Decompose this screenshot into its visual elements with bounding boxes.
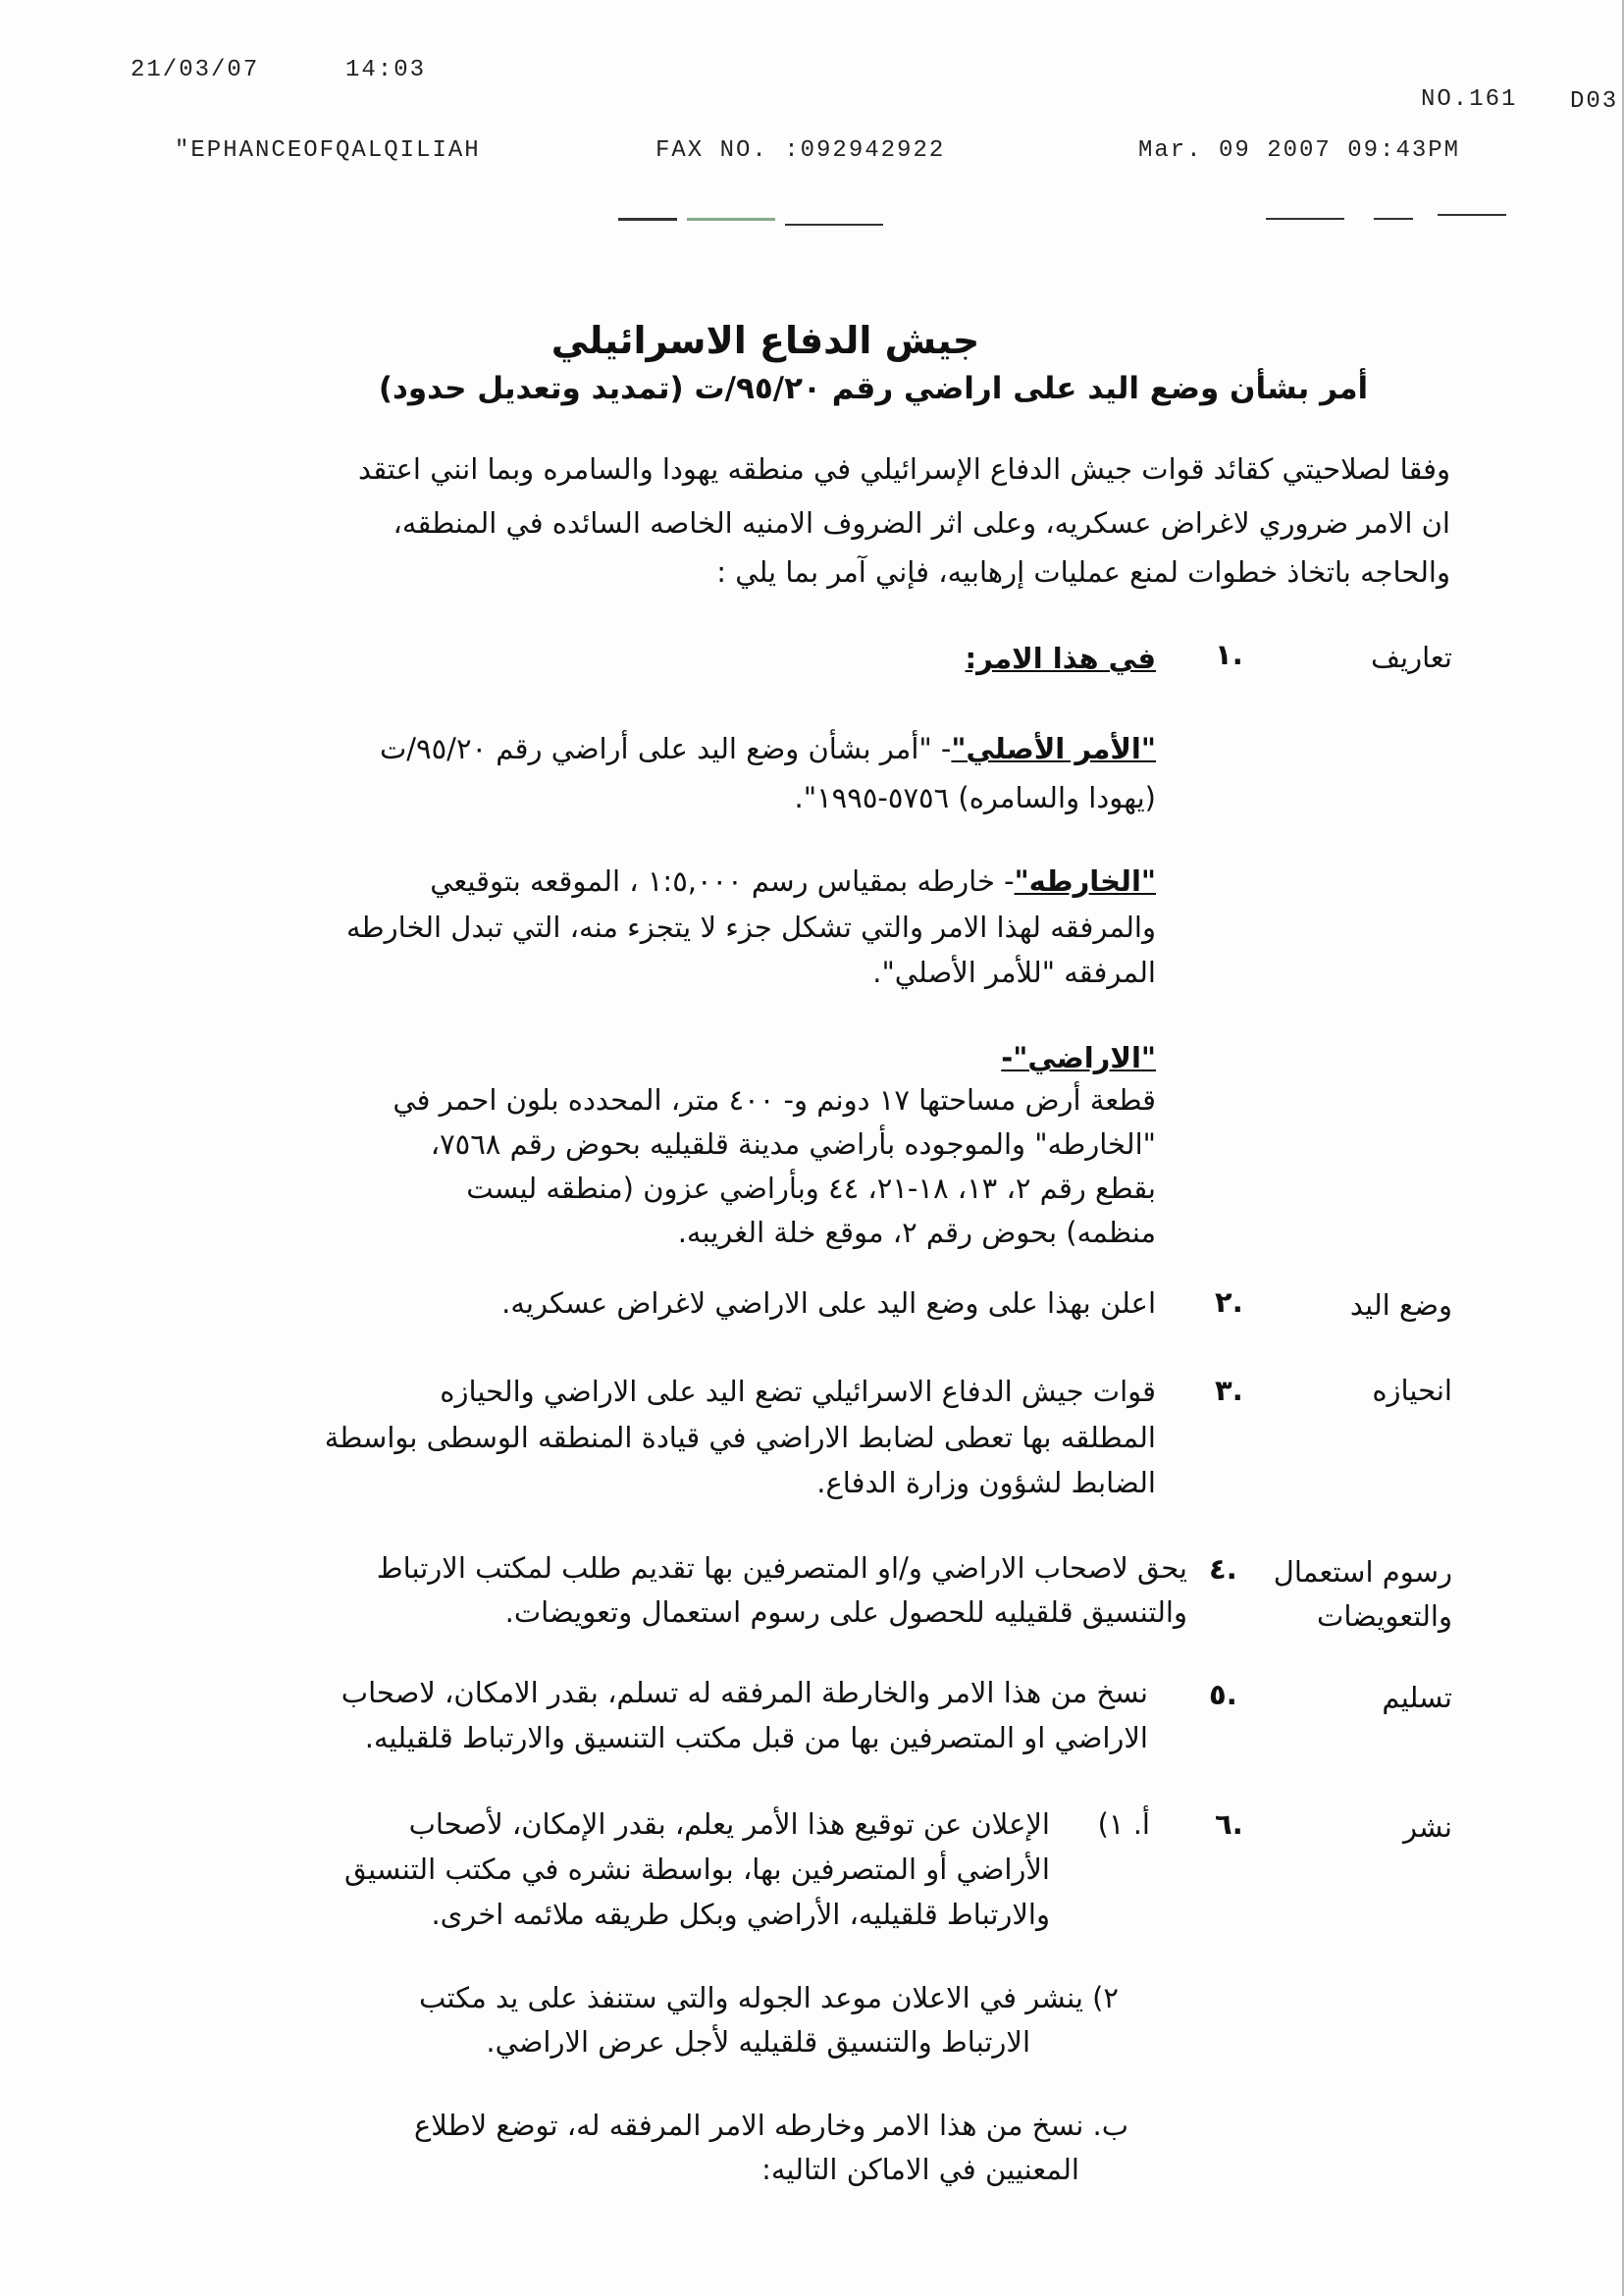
section-5-label: تسليم (1382, 1681, 1452, 1714)
term-original-order: "الأمر الأصلي" (951, 732, 1156, 765)
section-3-label: انحيازه (1372, 1374, 1452, 1407)
section-2-number: ٢. (1215, 1285, 1243, 1319)
section-6-a2-text: الارتباط والتنسيق قلقيليه لأجل عرض الاراضي. (486, 2025, 1030, 2059)
scan-mark (1374, 218, 1413, 220)
scan-mark (1438, 214, 1506, 216)
definition-text: المرفقه "للأمر الأصلي". (872, 956, 1156, 989)
section-6-a-label: أ. ١) (1097, 1807, 1150, 1841)
section-6-a1-text: الإعلان عن توقيع هذا الأمر يعلم، بقدر الإمكان، لأصحاب (408, 1807, 1050, 1841)
section-6-b-text: ب. نسخ من هذا الامر وخارطه الامر المرفقه له، توضع لاطلاع (413, 2109, 1128, 2142)
scan-mark (785, 224, 883, 226)
scan-mark (618, 218, 677, 221)
section-6-label: نشر (1403, 1810, 1452, 1844)
section-4-label: رسوم استعمال (1273, 1555, 1452, 1589)
definition-text: (يهودا والسامره) ٥٧٥٦-١٩٩٥". (794, 781, 1156, 814)
fax-page-no: NO.161 (1421, 86, 1518, 113)
fax-sender: "EPHANCEOFQALQILIAH (175, 137, 481, 164)
document-subtitle: أمر بشأن وضع اليد على اراضي رقم ٩٥/٢٠/ت (تمديد وتعديل حدود) (378, 371, 1369, 406)
section-1-label: تعاريف (1371, 641, 1452, 674)
section-6-number: ٦. (1215, 1807, 1243, 1841)
definition-text: والمرفقه لهذا الامر والتي تشكل جزء لا يتجزء منه، التي تبدل الخارطه (346, 911, 1156, 944)
section-4-text: والتنسيق قلقيليه للحصول على رسوم استعمال وتعويضات. (504, 1595, 1187, 1629)
section-3-text: قوات جيش الدفاع الاسرائيلي تضع اليد على الاراضي والحيازه (440, 1375, 1156, 1408)
section-2-label: وضع اليد (1349, 1288, 1452, 1322)
fax-time: 14:03 (345, 57, 427, 83)
fax-date: 21/03/07 (131, 57, 260, 83)
definition-text: بقطع رقم ٢، ١٣، ١٨-٢١، ٤٤ وبأراضي عزون (منطقه ليست (466, 1172, 1156, 1205)
section-1-heading: في هذا الامر: (965, 642, 1156, 675)
term-map: "الخارطه" (1014, 864, 1156, 898)
intro-line-2: ان الامر ضروري لاغراض عسكريه، وعلى اثر الضروف الامنيه الخاصه السائده في المنطقه، (393, 506, 1450, 540)
section-6-a1-text: والارتباط قلقيليه، الأراضي وبكل طريقه ملائمه اخرى. (431, 1898, 1050, 1931)
section-4-label-2: والتعويضات (1317, 1599, 1452, 1633)
definition-map (294, 859, 1156, 904)
definition-text: - خارطه بمقياس رسم ١:٥,٠٠٠ ، الموقعه بتوقيعي (430, 864, 1015, 898)
section-3-number: ٣. (1215, 1374, 1243, 1407)
section-4-number: ٤. (1209, 1552, 1237, 1586)
section-3-text: المطلقه بها تعطى لضابط الاراضي في قيادة المنطقه الوسطى بواسطة (324, 1421, 1156, 1454)
fax-number: FAX NO. :092942922 (655, 137, 946, 164)
section-5-number: ٥. (1209, 1678, 1237, 1711)
section-6-a2-text: ٢) ينشر في الاعلان موعد الجوله والتي ستنفذ على يد مكتب (419, 1981, 1119, 2014)
section-6-b-text: المعنيين في الاماكن التاليه: (761, 2153, 1079, 2186)
section-1-number: ١. (1215, 638, 1243, 671)
fax-received: Mar. 09 2007 09:43PM (1138, 137, 1461, 164)
scan-mark (687, 218, 775, 221)
document-title: جيش الدفاع الاسرائيلي (550, 319, 980, 362)
term-lands: "الاراضي"- (1001, 1041, 1156, 1074)
section-5-text: الاراضي او المتصرفين بها من قبل مكتب التنسيق والارتباط قلقيليه. (364, 1721, 1148, 1754)
definition-text: "الخارطه" والموجوده بأراضي مدينة قلقيليه بحوض رقم ٧٥٦٨، (430, 1127, 1156, 1161)
intro-line-3: والحاجه باتخاذ خطوات لمنع عمليات إرهابيه، فإني آمر بما يلي : (716, 555, 1450, 589)
section-4-text: يحق لاصحاب الاراضي و/او المتصرفين بها تقديم طلب لمكتب الارتباط (376, 1551, 1187, 1585)
intro-line-1: وفقا لصلاحيتي كقائد قوات جيش الدفاع الإسرائيلي في منطقه يهودا والسامره وبما انني اعتقد (357, 452, 1450, 486)
definition-original-order (324, 726, 1156, 771)
section-3-text: الضابط لشؤون وزارة الدفاع. (816, 1466, 1156, 1499)
fax-page-code: D03 (1570, 88, 1619, 115)
definition-text: - "أمر بشأن وضع اليد على أراضي رقم ٩٥/٢٠/ت (379, 732, 952, 765)
definition-text: قطعة أرض مساحتها ١٧ دونم و- ٤٠٠ متر، المحدده بلون احمر في (393, 1083, 1156, 1117)
section-5-text: نسخ من هذا الامر والخارطة المرفقه له تسلم، بقدر الامكان، لاصحاب (341, 1676, 1148, 1709)
section-6-a1-text: الأراضي أو المتصرفين بها، بواسطة نشره في مكتب التنسيق (343, 1852, 1050, 1886)
section-2-text: اعلن بهذا على وضع اليد على الاراضي لاغراض عسكريه. (501, 1286, 1156, 1320)
definition-text: منظمه) بحوض رقم ٢، موقع خلة الغريبه. (677, 1216, 1156, 1249)
scan-mark (1266, 218, 1344, 220)
